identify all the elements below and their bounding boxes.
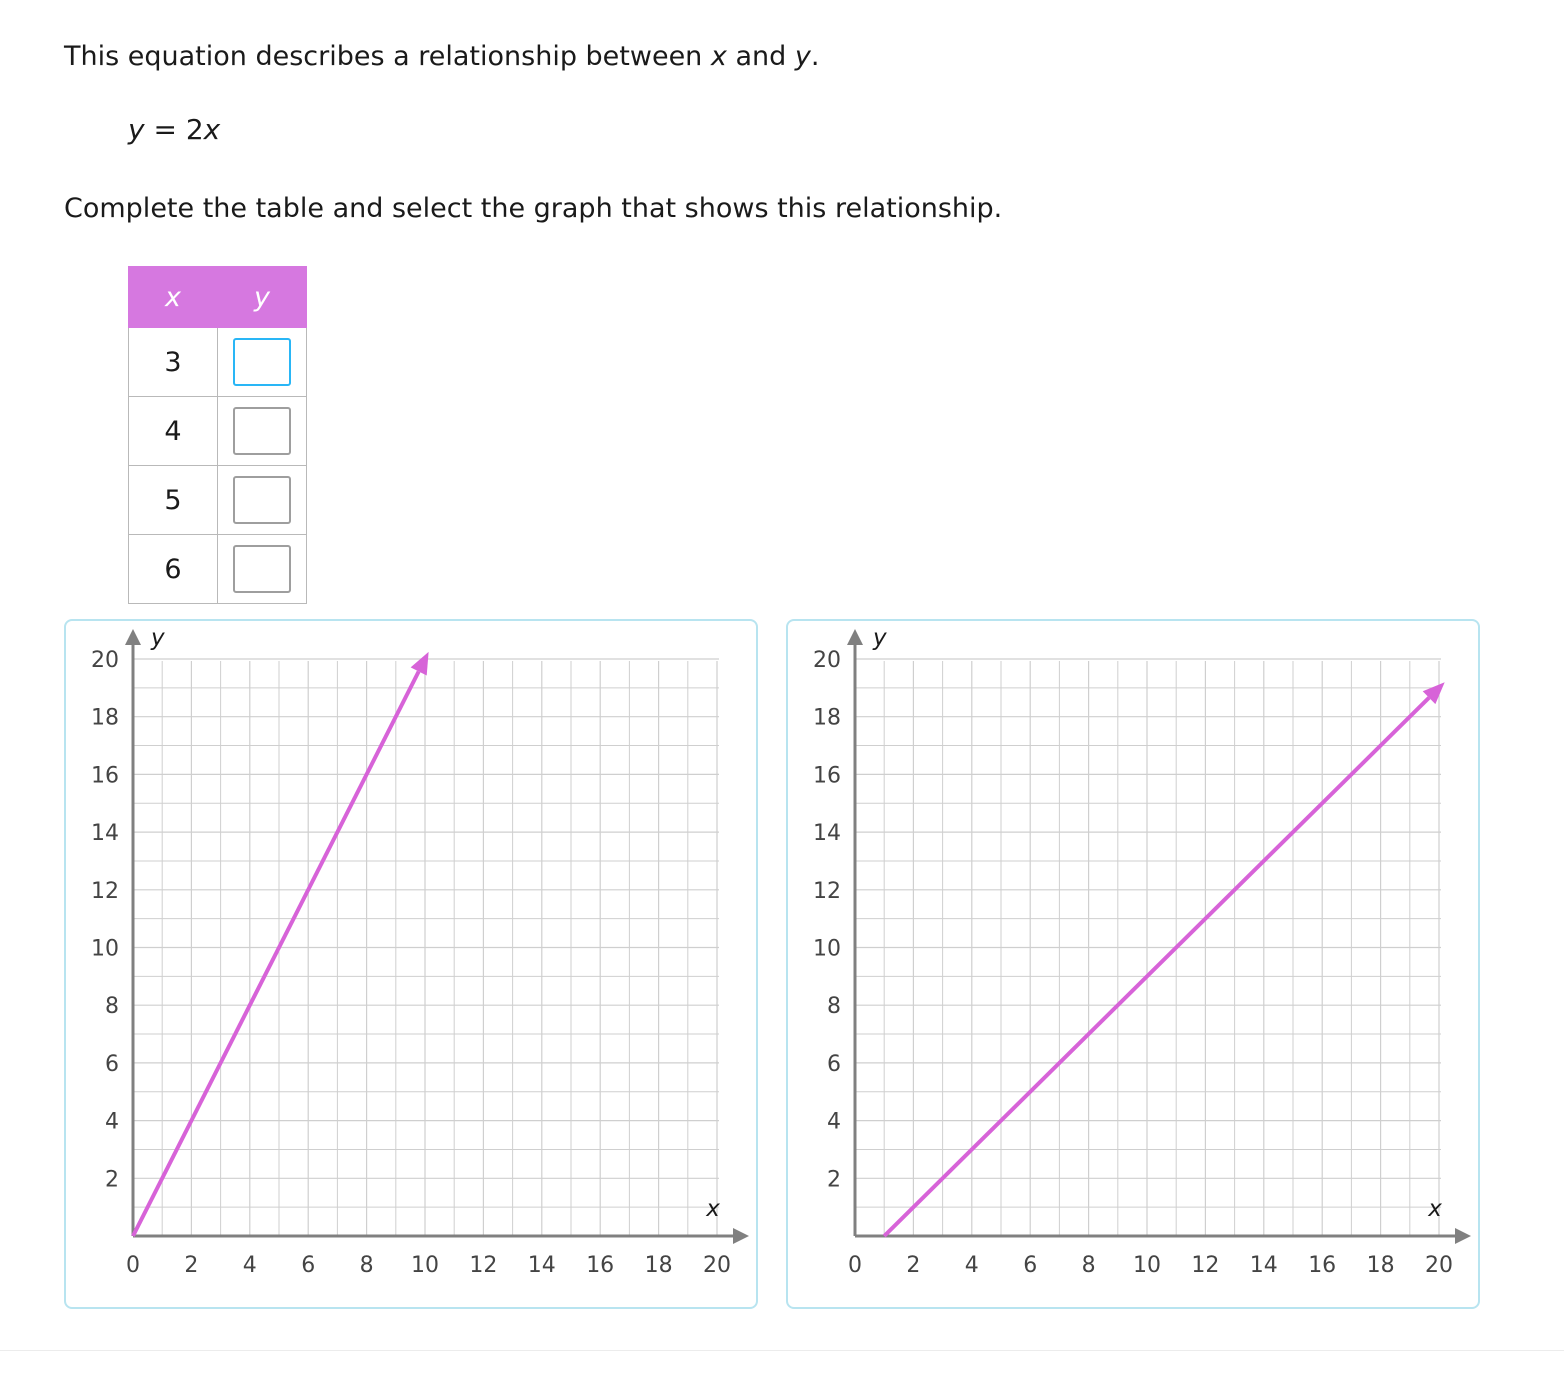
y-input-row-1[interactable] [233, 338, 291, 386]
svg-text:8: 8 [827, 994, 841, 1020]
svg-text:x: x [706, 1196, 720, 1222]
svg-text:x: x [1428, 1196, 1442, 1222]
svg-text:20: 20 [813, 648, 841, 673]
svg-text:18: 18 [1366, 1253, 1395, 1278]
xy-table [128, 266, 307, 604]
task-instruction: Complete the table and select the graph that shows this relationship. [64, 193, 1003, 224]
svg-text:16: 16 [586, 1253, 615, 1278]
prompt-intro-period: . [810, 41, 820, 72]
y-input-row-4[interactable] [233, 545, 291, 593]
svg-text:4: 4 [827, 1109, 841, 1135]
svg-text:10: 10 [91, 936, 119, 962]
svg-text:0: 0 [126, 1253, 140, 1278]
graph-1-svg [66, 621, 756, 1307]
svg-text:16: 16 [91, 763, 119, 789]
table-cell-y [218, 466, 307, 535]
svg-text:18: 18 [813, 705, 841, 731]
equation-right-variable: x [203, 113, 221, 146]
svg-text:20: 20 [91, 648, 119, 673]
svg-text:12: 12 [469, 1253, 498, 1278]
svg-text:8: 8 [105, 994, 119, 1020]
svg-text:8: 8 [359, 1253, 374, 1278]
table-row [129, 466, 307, 535]
svg-text:20: 20 [1425, 1253, 1453, 1278]
svg-text:4: 4 [242, 1253, 257, 1278]
graph-option-2[interactable] [786, 619, 1480, 1309]
svg-text:2: 2 [827, 1167, 841, 1193]
grid-lines-2 [855, 659, 1441, 1236]
bottom-bar [0, 1350, 1564, 1391]
grid-lines-1 [133, 659, 719, 1236]
table-header-x: x [129, 267, 218, 328]
svg-text:4: 4 [964, 1253, 979, 1278]
svg-text:16: 16 [813, 763, 841, 789]
table-row [129, 328, 307, 397]
svg-text:14: 14 [1249, 1253, 1278, 1278]
table-cell-x: 5 [129, 466, 218, 535]
y-input-row-2[interactable] [233, 407, 291, 455]
svg-text:18: 18 [91, 705, 119, 731]
table-header-row [129, 267, 307, 328]
table-cell-x: 4 [129, 397, 218, 466]
svg-text:16: 16 [1308, 1253, 1337, 1278]
svg-text:y: y [873, 625, 887, 651]
svg-text:12: 12 [91, 878, 119, 904]
tick-labels-1 [91, 625, 731, 1278]
svg-text:14: 14 [527, 1253, 556, 1278]
prompt-intro-variable-x: x [710, 41, 727, 72]
prompt-intro-text-2: and [726, 41, 795, 72]
prompt-intro [64, 40, 819, 74]
svg-text:6: 6 [105, 1051, 119, 1077]
svg-text:18: 18 [644, 1253, 673, 1278]
table-header-y: y [218, 267, 307, 328]
table-cell-y [218, 328, 307, 397]
table-cell-x: 6 [129, 535, 218, 604]
svg-text:2: 2 [184, 1253, 199, 1278]
svg-text:12: 12 [1191, 1253, 1220, 1278]
equation-left-variable: y [128, 113, 145, 146]
table-cell-y [218, 535, 307, 604]
svg-text:12: 12 [813, 878, 841, 904]
table-cell-y [218, 397, 307, 466]
table-cell-x: 3 [129, 328, 218, 397]
axes-1 [125, 629, 749, 1244]
svg-text:14: 14 [91, 821, 119, 847]
plotted-line-1 [133, 652, 429, 1236]
svg-text:2: 2 [105, 1167, 119, 1193]
svg-text:6: 6 [301, 1253, 316, 1278]
svg-text:4: 4 [105, 1109, 119, 1135]
axes-2 [847, 629, 1471, 1244]
tick-labels-2 [813, 625, 1453, 1278]
prompt-intro-variable-y: y [794, 41, 811, 72]
plotted-line-2 [884, 682, 1444, 1236]
equation [128, 113, 220, 147]
svg-text:y: y [151, 625, 165, 651]
svg-text:0: 0 [848, 1253, 862, 1278]
svg-text:10: 10 [1133, 1253, 1161, 1278]
svg-text:8: 8 [1081, 1253, 1096, 1278]
svg-text:6: 6 [1023, 1253, 1038, 1278]
svg-text:20: 20 [703, 1253, 731, 1278]
svg-text:14: 14 [813, 821, 841, 847]
table-row [129, 535, 307, 604]
svg-text:10: 10 [813, 936, 841, 962]
prompt-intro-text-1: This equation describes a relationship between [64, 41, 711, 72]
svg-text:6: 6 [827, 1051, 841, 1077]
graph-option-1[interactable] [64, 619, 758, 1309]
graph-2-svg [788, 621, 1478, 1307]
svg-text:2: 2 [906, 1253, 921, 1278]
equation-operator: = 2 [144, 113, 204, 146]
svg-text:10: 10 [411, 1253, 439, 1278]
y-input-row-3[interactable] [233, 476, 291, 524]
table-row [129, 397, 307, 466]
